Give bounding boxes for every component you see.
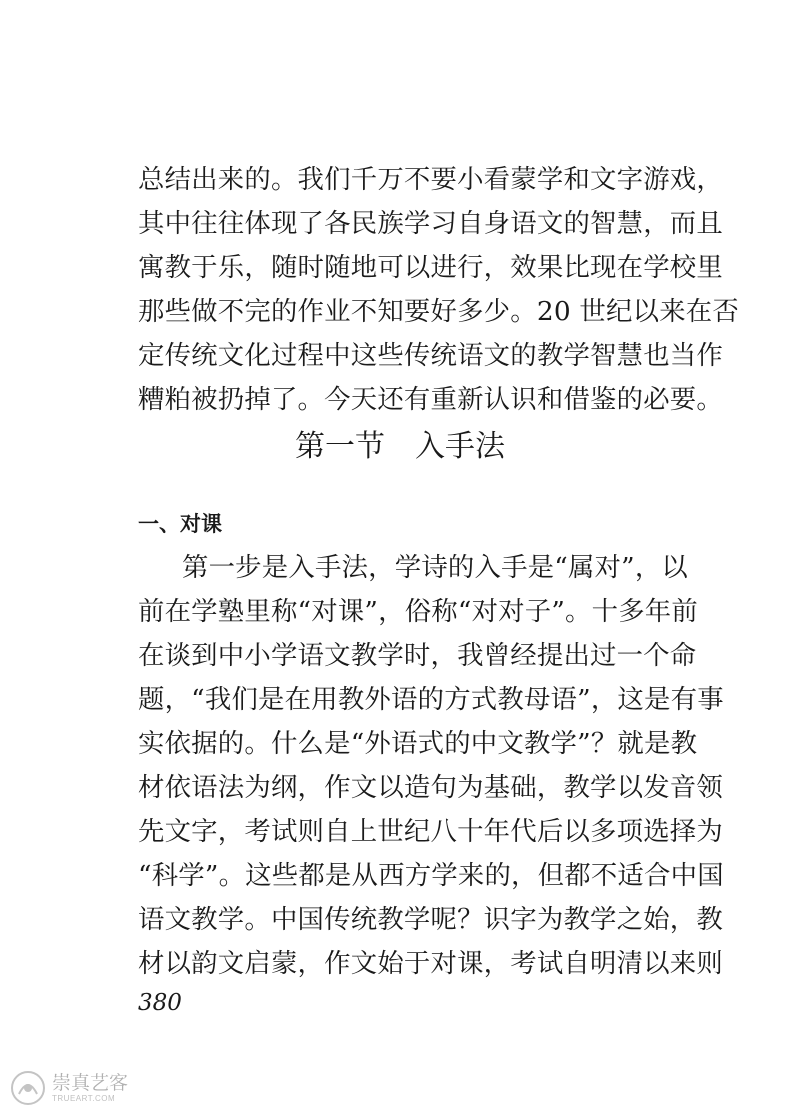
text-line: 定传统文化过程中这些传统语文的教学智慧也当作: [138, 340, 723, 371]
text-line: 其中往往体现了各民族学习自身语文的智慧，而且: [138, 208, 723, 239]
page-number: 380: [138, 990, 182, 1016]
text-line: 先文字，考试则自上世纪八十年代后以多项选择为: [138, 816, 723, 847]
paragraph-duike: [138, 546, 724, 986]
text-line: 语文教学。中国传统教学呢？识字为教学之始，教: [138, 904, 723, 935]
text-line: 材以韵文启蒙，作文始于对课，考试自明清以来则: [138, 948, 723, 979]
watermark-english: TRUEART.COM: [52, 1093, 116, 1103]
text-line: 寓教于乐，随时随地可以进行，效果比现在学校里: [138, 252, 723, 283]
text-line: 糟粕被扔掉了。今天还有重新认识和借鉴的必要。: [138, 384, 723, 415]
trueart-logo-icon: [8, 1068, 48, 1108]
watermark: [8, 1068, 128, 1108]
text-line: 实依据的。什么是“外语式的中文教学”？就是教: [138, 728, 698, 759]
text-line: 第一步是入手法，学诗的入手是“属对”，以: [182, 552, 689, 583]
text-line: 前在学塾里称“对课”，俗称“对对子”。十多年前: [138, 596, 698, 627]
text-line: 在谈到中小学语文教学时，我曾经提出过一个命: [138, 640, 697, 671]
text-line: 材依语法为纲，作文以造句为基础，教学以发音领: [138, 772, 723, 803]
text-line: 那些做不完的作业不知要好多少。20 世纪以来在否: [138, 296, 739, 327]
paragraph-continued: [138, 158, 739, 422]
text-line: 总结出来的。我们千万不要小看蒙学和文字游戏，: [138, 164, 723, 195]
watermark-chinese: 崇真艺客: [52, 1071, 129, 1094]
text-line: 题，“我们是在用教外语的方式教母语”，这是有事: [138, 684, 724, 715]
subheading: 一、对课: [138, 512, 222, 536]
section-title: 第一节 入手法: [295, 429, 505, 464]
text-line: “科学”。这些都是从西方学来的，但都不适合中国: [138, 860, 724, 891]
